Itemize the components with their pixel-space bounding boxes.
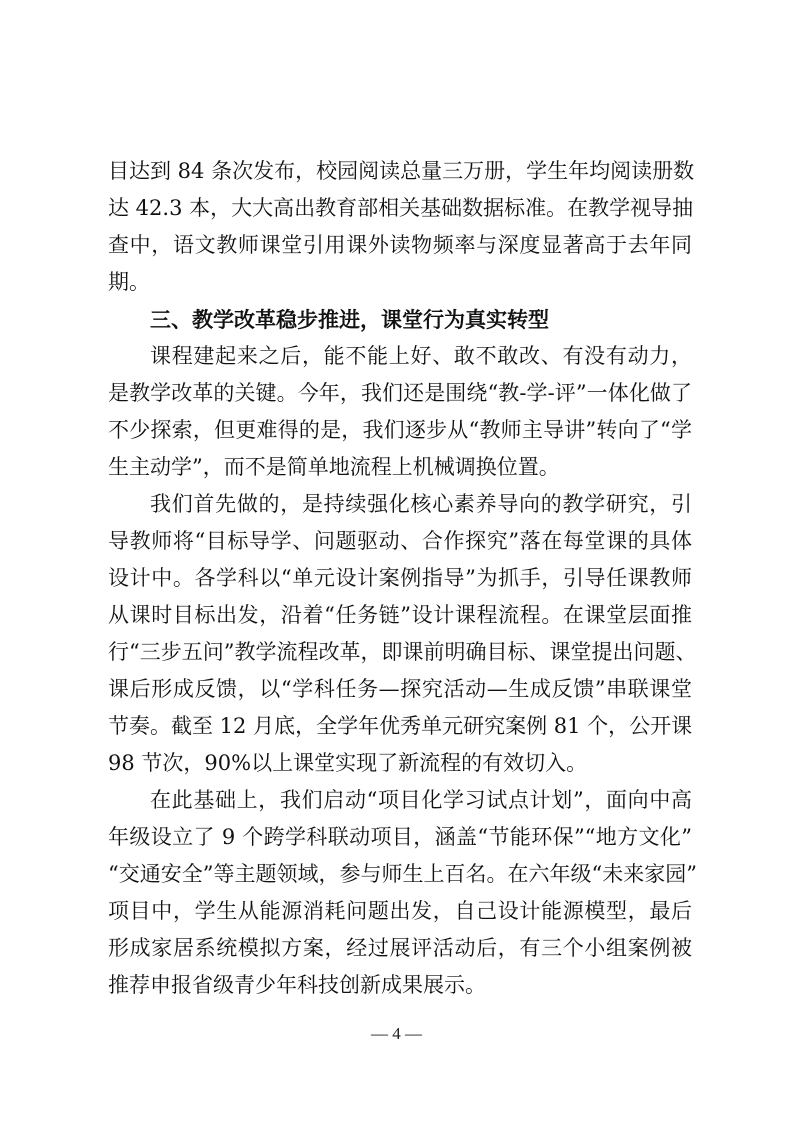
text-line: 不少探索，但更难得的是，我们逐步从“教师主导讲”转向了“学 — [108, 418, 692, 442]
text-line: 我们首先做的，是持续强化核心素养导向的教学研究，引 — [150, 492, 692, 516]
paragraph — [108, 338, 692, 486]
text-line: 期。 — [108, 270, 150, 294]
paragraph — [108, 782, 697, 1004]
text-line: 从课时目标出发，沿着“任务链”设计课程流程。在课堂层面推 — [108, 603, 692, 627]
paragraph — [108, 153, 695, 301]
text-line: 三、教学改革稳步推进，课堂行为真实转型 — [150, 307, 549, 332]
text-line: 年级设立了 9 个跨学科联动项目，涵盖“节能环保”“地方文化” — [108, 825, 692, 849]
text-line: 生主动学”，而不是简单地流程上机械调换位置。 — [108, 455, 560, 479]
text-line: 达 42.3 本，大大高出教育部相关基础数据标准。在教学视导抽 — [108, 196, 694, 220]
document-body — [108, 153, 697, 1004]
text-line: 98 节次，90%以上课堂实现了新流程的有效切入。 — [108, 751, 588, 775]
text-line: 课程建起来之后，能不能上好、敢不敢改、有没有动力， — [150, 344, 692, 368]
text-line: 目达到 84 条次发布，校园阅读总量三万册，学生年均阅读册数 — [108, 159, 695, 183]
text-line: 课后形成反馈，以“学科任务—探究活动—生成反馈”串联课堂 — [108, 677, 692, 701]
text-line: 导教师将“目标导学、问题驱动、合作探究”落在每堂课的具体 — [108, 529, 692, 553]
text-line: 推荐申报省级青少年科技创新成果展示。 — [108, 973, 486, 997]
text-line: 查中，语文教师课堂引用课外读物频率与深度显著高于去年同 — [108, 233, 692, 257]
text-line: “交通安全”等主题领域，参与师生上百名。在六年级“未来家园” — [108, 862, 697, 886]
text-line: 是教学改革的关键。今年，我们还是围绕“教-学-评”一体化做了 — [108, 381, 692, 405]
text-line: 行“三步五问”教学流程改革，即课前明确目标、课堂提出问题、 — [108, 640, 697, 664]
paragraph — [108, 486, 697, 782]
text-line: 项目中，学生从能源消耗问题出发，自己设计能源模型，最后 — [108, 899, 692, 923]
section-heading — [108, 301, 692, 338]
text-line: 形成家居系统模拟方案，经过展评活动后，有三个小组案例被 — [108, 936, 692, 960]
text-line: 设计中。各学科以“单元设计案例指导”为抓手，引导任课教师 — [108, 566, 692, 590]
text-line: 节奏。截至 12 月底，全学年优秀单元研究案例 81 个，公开课 — [108, 714, 693, 738]
page-number: — 4 — — [371, 1024, 422, 1043]
text-line: 在此基础上，我们启动“项目化学习试点计划”，面向中高 — [150, 788, 692, 812]
